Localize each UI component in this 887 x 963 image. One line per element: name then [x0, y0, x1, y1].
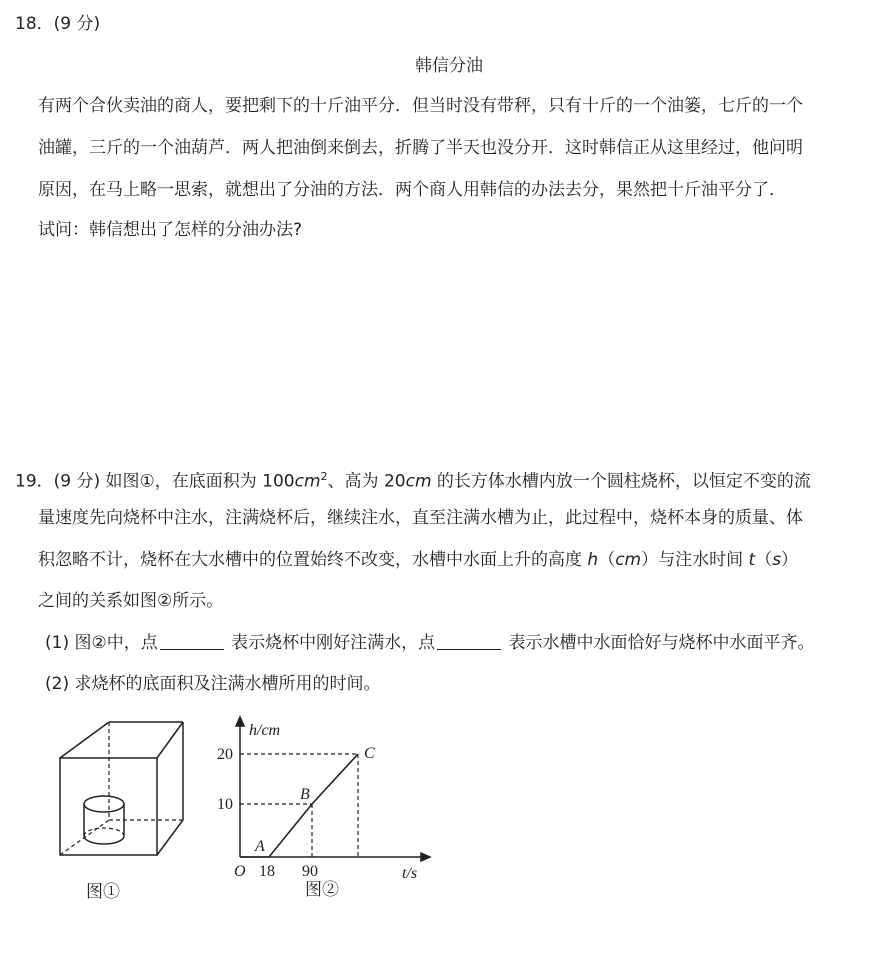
q19-line3-text-c: ）与注水时间	[641, 550, 749, 570]
x-tick-label: 90	[302, 863, 318, 880]
y-axis-arrow	[236, 717, 244, 726]
q19-line-2: 量速度先向烧杯中注水，注满烧杯后，继续注水，直至注满水槽为止，此过程中，烧杯本身的质量、体	[38, 508, 803, 528]
point-label-c: C	[364, 745, 375, 762]
q19-unit-sup: 2	[320, 470, 328, 483]
q19-unit-cm-3: cm	[615, 550, 642, 570]
q19-line1-text-b: 、高为 20	[327, 471, 406, 492]
x-tick-label: 18	[259, 863, 275, 880]
q19-line-3	[38, 549, 798, 571]
answer-blank-2[interactable]	[437, 633, 501, 650]
q18-line-1: 有两个合伙卖油的商人，要把剩下的十斤油平分．但当时没有带秤，只有十斤的一个油篓，七斤的一个	[38, 96, 803, 116]
figure-2-graph	[205, 712, 445, 912]
q19-part1-text-a: (1) 图②中，点	[45, 633, 158, 653]
q18-line-3: 原因，在马上略一思索，就想出了分油的方法．两个商人用韩信的办法去分，果然把十斤油平分了．	[38, 180, 786, 200]
q19-unit-cm: cm	[294, 471, 321, 492]
q18-line-4: 试问：韩信想出了怎样的分油办法?	[38, 220, 303, 240]
q19-line-4: 之间的关系如图②所示。	[38, 591, 224, 611]
q19-line-1	[15, 466, 811, 493]
y-tick-label: 20	[217, 746, 233, 763]
q18-line-2: 油罐，三斤的一个油葫芦．两人把油倒来倒去，折腾了半天也没分开．这时韩信正从这里经过，他问明	[38, 138, 803, 158]
q19-part1-text-b: 表示烧杯中刚好注满水，点	[225, 633, 436, 653]
q18-header: 18．(9 分)	[15, 14, 101, 34]
answer-blank-1[interactable]	[160, 633, 224, 650]
q19-var-t: t	[748, 550, 756, 570]
q19-line1-text-a: 19．(9 分) 如图①，在底面积为 100	[15, 471, 295, 492]
q19-line3-paren-3: ）	[781, 550, 799, 570]
y-axis-label: h/cm	[249, 722, 281, 739]
x-axis-arrow	[421, 853, 430, 861]
figure-1-tank	[50, 715, 200, 910]
q19-part-1	[45, 632, 815, 654]
q19-unit-s: s	[772, 550, 782, 570]
figure-2-caption: 图②	[305, 880, 339, 899]
q19-part-2: (2) 求烧杯的底面积及注满水槽所用的时间。	[45, 674, 381, 694]
q19-line3-paren-1: （	[598, 550, 616, 570]
q19-line3-paren-2: （	[755, 550, 773, 570]
q19-var-h: h	[587, 550, 599, 570]
figure-1-caption: 图①	[86, 882, 120, 901]
q18-title: 韩信分油	[415, 56, 483, 76]
q19-line3-text-a: 积忽略不计，烧杯在大水槽中的位置始终不改变，水槽中水面上升的高度	[38, 550, 588, 570]
q19-part1-text-c: 表示水槽中水面恰好与烧杯中水面平齐。	[503, 633, 815, 653]
q19-line1-text-c: 的长方体水槽内放一个圆柱烧杯，以恒定不变的流	[431, 471, 811, 492]
q19-unit-cm-2: cm	[405, 471, 432, 492]
point-label-a: A	[255, 838, 265, 855]
point-label-b: B	[300, 786, 310, 803]
origin-label: O	[234, 863, 246, 880]
x-axis-label: t/s	[402, 865, 418, 882]
y-tick-label: 10	[217, 796, 233, 813]
